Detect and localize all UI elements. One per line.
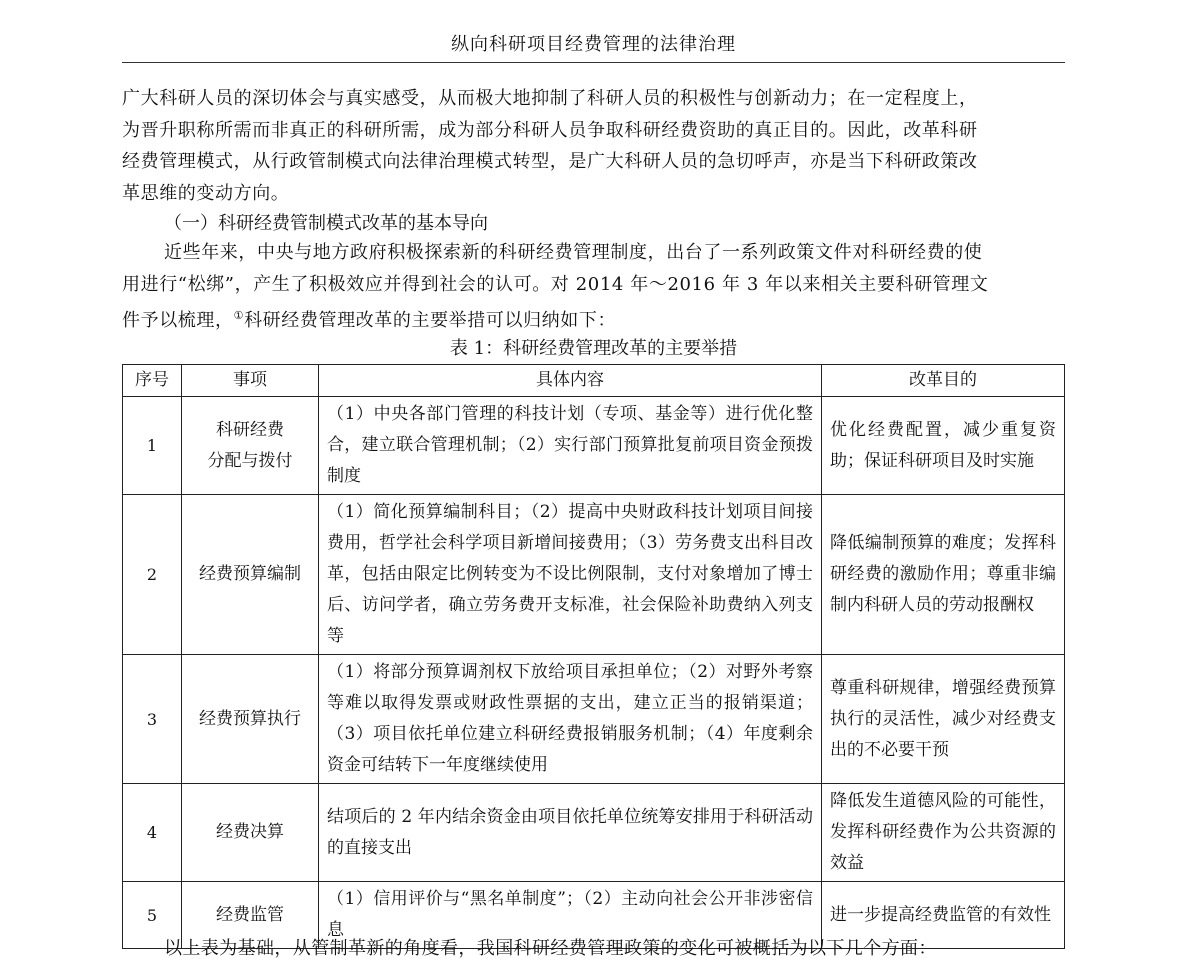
row-goal: 降低编制预算的难度；发挥科研经费的激励作用；尊重非编制内科研人员的劳动报酬权 [822,495,1065,655]
header-divider [122,62,1065,63]
paragraph-2-line-1: 近些年来，中央与地方政府积极探索新的科研经费管理制度，出台了一系列政策文件对科研经费的使 [164,242,983,263]
running-header: 纵向科研项目经费管理的法律治理 [451,34,736,55]
paragraph-1-line-1: 广大科研人员的深切体会与真实感受，从而极大地抑制了科研人员的积极性与创新动力；在一定程度上， [122,88,978,109]
row-goal: 进一步提高经费监管的有效性 [822,882,1065,949]
table-row [123,784,1065,882]
paragraph-2-line-3-start: 件予以梳理， [122,310,234,331]
row-number: 5 [123,882,182,949]
paragraph-1-line-3: 经费管理模式，从行政管制模式向法律治理模式转型，是广大科研人员的急切呼声，亦是当下科研政策改 [122,151,978,172]
row-goal: 尊重科研规律，增强经费预算执行的灵活性，减少对经费支出的不必要干预 [822,655,1065,784]
header-cell-goal: 改革目的 [822,365,1065,397]
header-cell-item: 事项 [182,365,319,397]
row-goal: 优化经费配置，减少重复资助；保证科研项目及时实施 [822,397,1065,495]
row-item: 经费预算编制 [182,495,319,655]
row-goal: 降低发生道德风险的可能性，发挥科研经费作为公共资源的效益 [822,784,1065,882]
row-content: 结项后的 2 年内结余资金由项目依托单位统筹安排用于科研活动的直接支出 [319,784,822,882]
paragraph-1-line-4: 革思维的变动方向。 [122,182,290,204]
header-cell-number: 序号 [123,365,182,397]
table-header-row [123,365,1065,397]
header-cell-content: 具体内容 [319,365,822,397]
row-content: （1）信用评价与“黑名单制度”；（2）主动向社会公开非涉密信息 [319,882,822,949]
section-heading: （一）科研经费管制模式改革的基本导向 [164,213,488,234]
table-caption: 表 1：科研经费管理改革的主要举措 [449,338,738,359]
row-number: 1 [123,397,182,495]
paragraph-1 [122,83,1065,209]
table-row [123,495,1065,655]
closing-paragraph: 以上表为基础，从管制革新的角度看，我国科研经费管理政策的变化可被概括为以下几个方面： [164,938,937,959]
table-row [123,397,1065,495]
paragraph-2-line-3 [122,300,1065,332]
footnote-marker[interactable]: ① [233,309,245,322]
row-item: 经费预算执行 [182,655,319,784]
row-item-line: 分配与拨付 [207,450,293,471]
paragraph-2-line-3-end: 科研经费管理改革的主要举措可以归纳如下： [244,310,617,331]
row-content: （1）简化预算编制科目；（2）提高中央财政科技计划项目间接费用，哲学社会科学项目新增间接费用；（3）劳务费支出科目改革，包括由限定比例转变为不设比例限制，支付对象增加了博士后、访问学者，确立劳务费开支标准，社会保险补助费纳入列支等 [319,495,822,655]
row-item: 经费监管 [182,882,319,949]
paragraph-2 [122,237,1065,332]
row-item-line: 科研经费 [216,419,284,440]
row-number: 3 [123,655,182,784]
paragraph-2-line-2: 用进行“松绑”，产生了积极效应并得到社会的认可。对 2014 年～2016 年 3 年以来相关主要科研管理文 [122,273,989,295]
reform-measures-table [122,364,1065,949]
row-number: 4 [123,784,182,882]
row-content: （1）中央各部门管理的科技计划（专项、基金等）进行优化整合，建立联合管理机制；（2）实行部门预算批复前项目资金预拨制度 [319,397,822,495]
row-content: （1）将部分预算调剂权下放给项目承担单位；（2）对野外考察等难以取得发票或财政性票据的支出，建立正当的报销渠道；（3）项目依托单位建立科研经费报销服务机制；（4）年度剩余资金可结转下一年度继续使用 [319,655,822,784]
row-item [182,397,319,495]
row-item: 经费决算 [182,784,319,882]
table-row [123,655,1065,784]
row-number: 2 [123,495,182,655]
paragraph-1-line-2: 为晋升职称所需而非真正的科研所需，成为部分科研人员争取科研经费资助的真正目的。因此，改革科研 [122,119,978,141]
